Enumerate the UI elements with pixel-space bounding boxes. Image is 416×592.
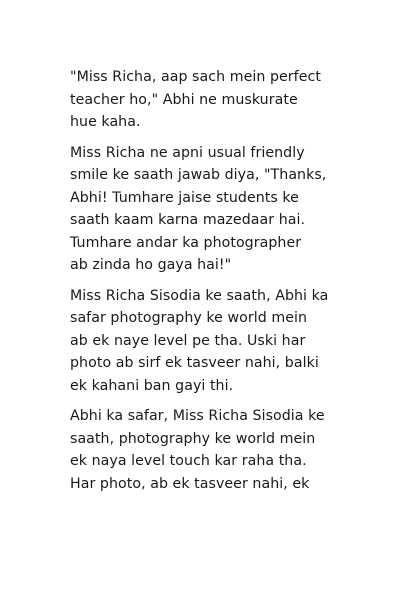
paragraph-dialogue-abhi: "Miss Richa, aap sach mein perfect teacher ho," Abhi ne muskurate hue kaha.: [70, 69, 321, 130]
paragraph-journey-continued: Abhi ka safar, Miss Richa Sisodia ke saath, photography ke world mein ek naya level touch kar raha tha. Har photo, ab ek tasveer nahi, ek: [70, 408, 325, 492]
paragraph-reply-richa: Miss Richa ne apni usual friendly smile ke saath jawab diya, "Thanks, Abhi! Tumhare jaise students ke saath kaam karna mazedaar hai. Tumhare andar ka photographer ab zinda ho gaya hai!": [70, 144, 327, 273]
body-text: [70, 66, 360, 503]
paragraph-journey: Miss Richa Sisodia ke saath, Abhi ka safar photography ke world mein ab ek naye level pe tha. Uski har photo ab sirf ek tasveer nahi, balki ek kahani ban gayi thi.: [70, 287, 329, 394]
